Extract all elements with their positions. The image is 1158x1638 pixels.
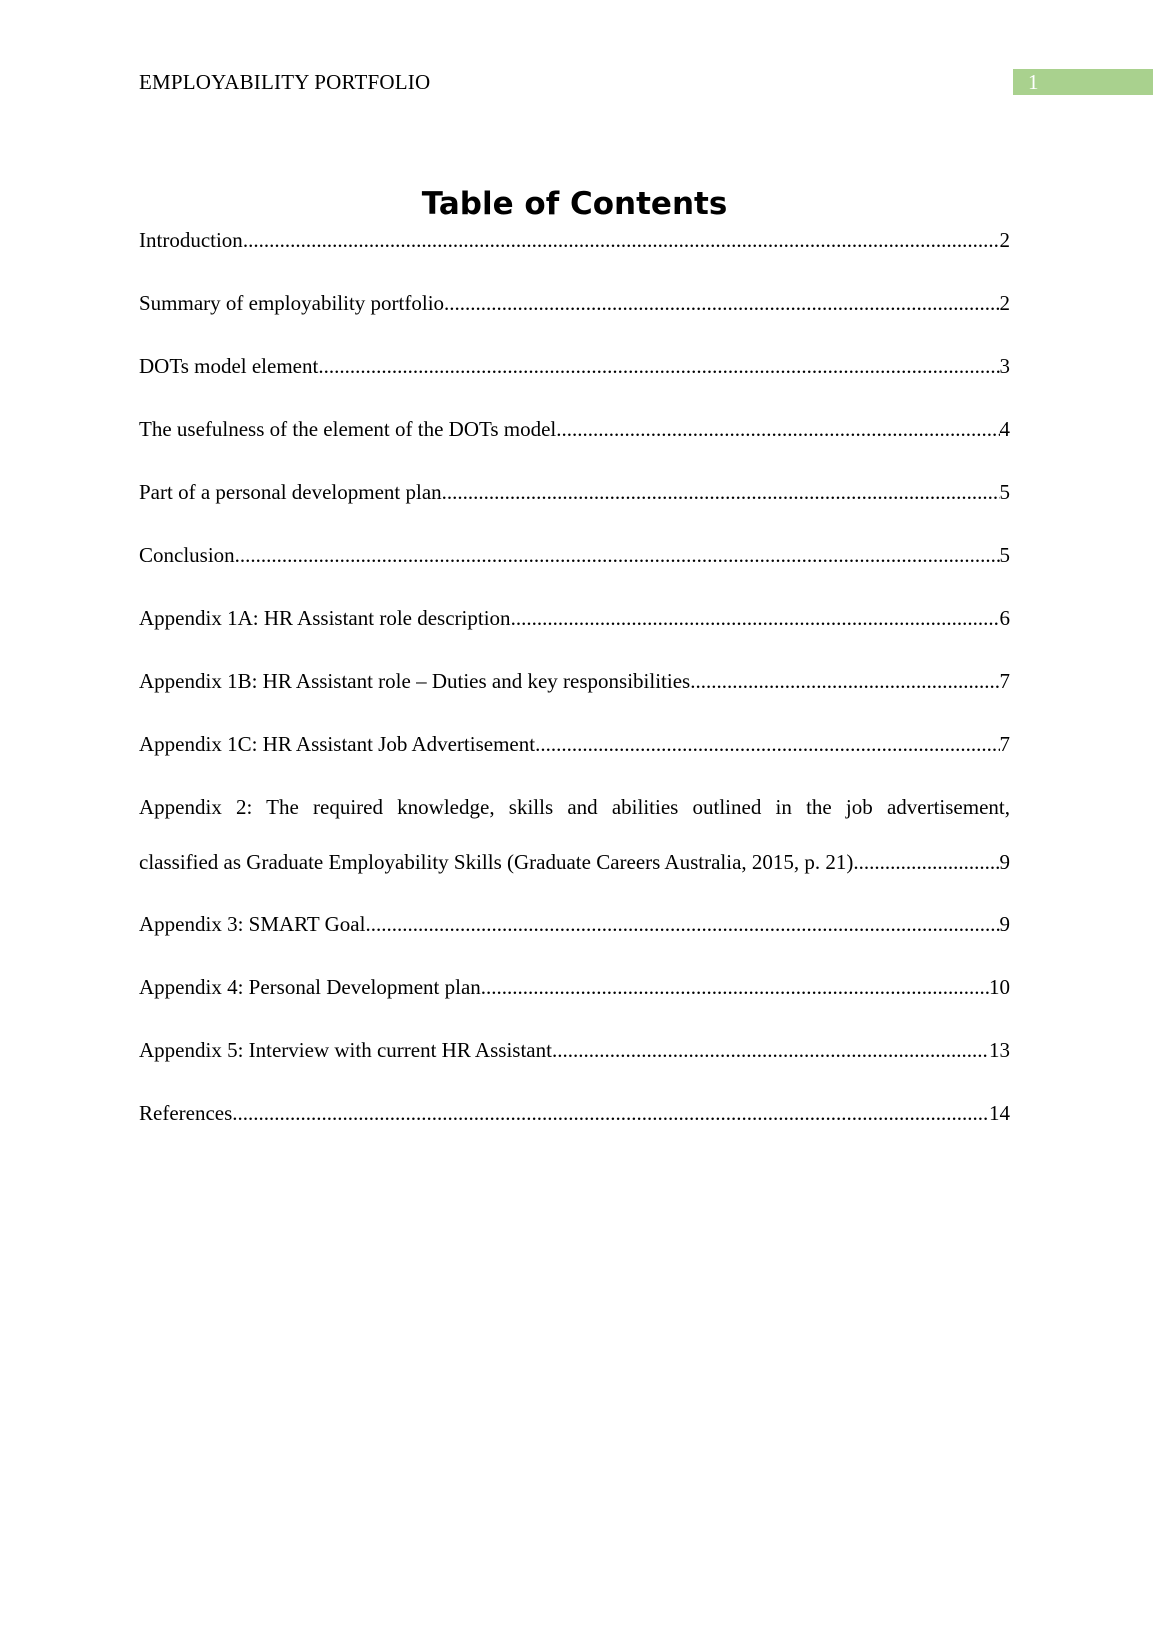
dot-leader	[552, 1034, 989, 1066]
toc-entry-label: Appendix 1C: HR Assistant Job Advertisement	[139, 732, 536, 756]
toc-entry-appendix-1a[interactable]	[139, 602, 1010, 665]
toc-heading: Table of Contents	[421, 186, 728, 222]
toc-entry-page: 2	[999, 228, 1010, 252]
toc-entry-summary[interactable]	[139, 287, 1010, 350]
toc-entry-page: 5	[999, 543, 1010, 567]
toc-entry-label: Introduction	[139, 228, 243, 252]
toc-entry-label: Summary of employability portfolio	[139, 291, 445, 315]
dot-leader	[235, 539, 1000, 571]
toc-entry-label-line2: classified as Graduate Employability Skills (Graduate Careers Australia, 2015, p. 21)	[139, 850, 854, 874]
dot-leader	[511, 602, 1000, 634]
toc-entry-page: 7	[999, 669, 1010, 693]
toc-entry-page: 5	[999, 480, 1010, 504]
toc-entry-appendix-1c[interactable]	[139, 728, 1010, 791]
table-of-contents	[139, 224, 1010, 1160]
dot-leader	[444, 287, 999, 319]
dot-leader	[535, 728, 999, 760]
dot-leader	[232, 1097, 989, 1129]
toc-entry-appendix-4[interactable]	[139, 971, 1010, 1034]
toc-entry-label: Appendix 1A: HR Assistant role description	[139, 606, 511, 630]
toc-entry-page: 10	[989, 975, 1010, 999]
toc-entry-personal-development-plan[interactable]	[139, 476, 1010, 539]
toc-entry-page: 4	[999, 417, 1010, 441]
page-number: 1	[1028, 70, 1039, 94]
toc-entry-label: Appendix 1B: HR Assistant role – Duties and key responsibilities	[139, 669, 691, 693]
dot-leader	[442, 476, 1000, 508]
page-number-badge	[1013, 69, 1153, 95]
dot-leader	[318, 350, 999, 382]
toc-entry-label: Appendix 4: Personal Development plan	[139, 975, 481, 999]
running-header-title: EMPLOYABILITY PORTFOLIO	[139, 70, 431, 94]
toc-entry-label: The usefulness of the element of the DOTs model	[139, 417, 557, 441]
toc-entry-label: DOTs model element	[139, 354, 319, 378]
dot-leader	[243, 224, 1000, 256]
toc-entry-appendix-5[interactable]	[139, 1034, 1010, 1097]
toc-entry-label: Part of a personal development plan	[139, 480, 442, 504]
toc-entry-usefulness[interactable]	[139, 413, 1010, 476]
dot-leader	[853, 846, 999, 878]
toc-entry-appendix-3[interactable]	[139, 908, 1010, 971]
toc-entry-references[interactable]	[139, 1097, 1010, 1160]
toc-entry-introduction[interactable]	[139, 224, 1010, 287]
toc-entry-page: 13	[989, 1038, 1010, 1062]
dot-leader	[690, 665, 999, 697]
toc-entry-page: 9	[999, 912, 1010, 936]
toc-entry-page: 7	[999, 732, 1010, 756]
toc-entry-label-line1: Appendix 2: The required knowledge, skills and abilities outlined in the job advertisement,	[139, 795, 1010, 819]
dot-leader	[365, 908, 999, 940]
toc-entry-page: 2	[999, 291, 1010, 315]
toc-entry-label: References	[139, 1101, 233, 1125]
dot-leader	[481, 971, 989, 1003]
toc-entry-conclusion[interactable]	[139, 539, 1010, 602]
dot-leader	[556, 413, 999, 445]
toc-entry-label: Appendix 3: SMART Goal	[139, 912, 366, 936]
toc-entry-page: 14	[989, 1101, 1010, 1125]
toc-entry-appendix-1b[interactable]	[139, 665, 1010, 728]
toc-entry-dots-model-element[interactable]	[139, 350, 1010, 413]
toc-entry-label: Appendix 5: Interview with current HR Assistant	[139, 1038, 552, 1062]
toc-entry-page: 9	[999, 850, 1010, 874]
toc-entry-page: 3	[999, 354, 1010, 378]
toc-entry-label: Conclusion	[139, 543, 235, 567]
toc-entry-appendix-2[interactable]	[139, 791, 1010, 908]
toc-entry-page: 6	[999, 606, 1010, 630]
